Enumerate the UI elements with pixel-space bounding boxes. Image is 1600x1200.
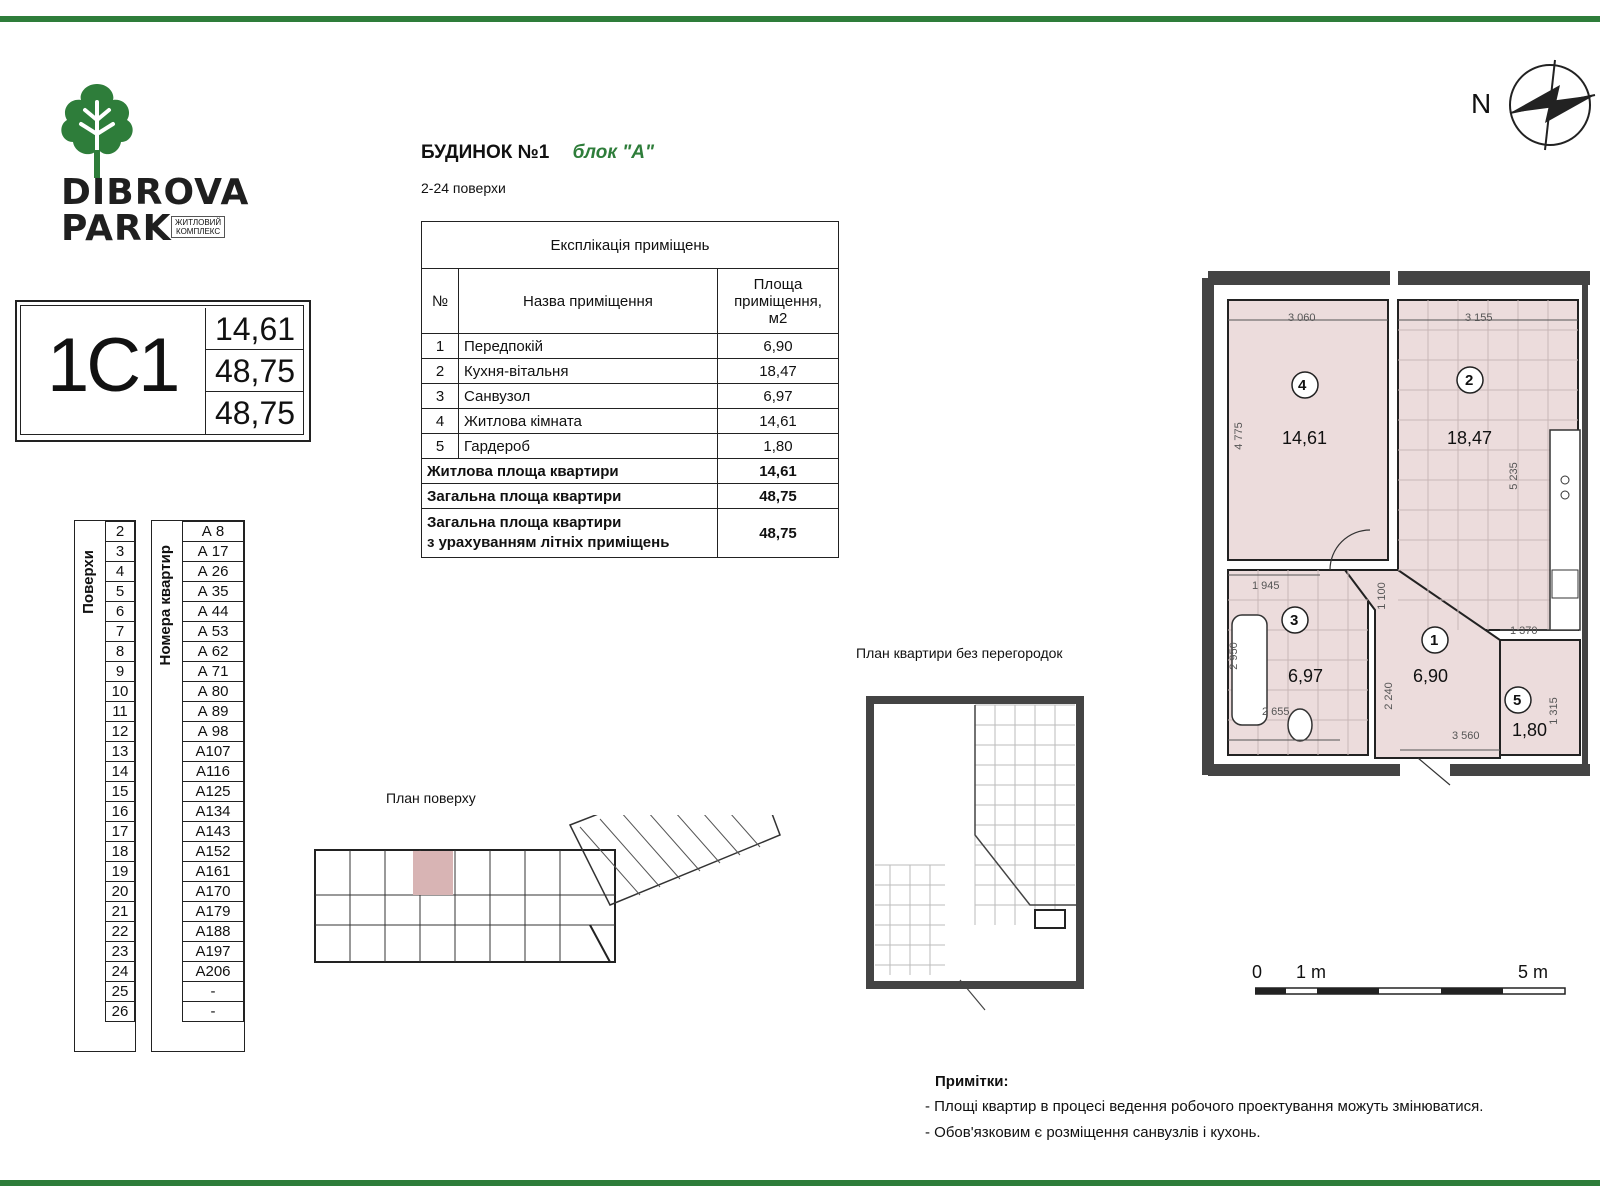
- floor-number: 13: [106, 742, 135, 762]
- floor-row: [106, 882, 135, 902]
- floor-row: [106, 702, 135, 722]
- row-name: Кухня-вітальня: [459, 359, 718, 384]
- apartment-number: А 71: [183, 662, 244, 682]
- floor-number: 21: [106, 902, 135, 922]
- floor-number: 3: [106, 542, 135, 562]
- apartment-number: А 8: [183, 522, 244, 542]
- building-title: БУДИНОК №1: [421, 142, 550, 163]
- floor-number: 26: [106, 1002, 135, 1022]
- floor-row: [106, 802, 135, 822]
- row-name: Передпокій: [459, 334, 718, 359]
- apartment-row: [183, 522, 244, 542]
- floor-row: [106, 942, 135, 962]
- dim-label: 5 235: [1507, 462, 1520, 490]
- unit-area-total: 48,75: [206, 350, 304, 392]
- logo-name-line1: DIBROVA: [61, 172, 250, 213]
- floor-row: [106, 562, 135, 582]
- apartment-row: [183, 1002, 244, 1022]
- apartment-number: А 26: [183, 562, 244, 582]
- floor-number: 16: [106, 802, 135, 822]
- apartment-number: А152: [183, 842, 244, 862]
- apartment-number: А 89: [183, 702, 244, 722]
- floor-row: [106, 542, 135, 562]
- floor-row: [106, 782, 135, 802]
- floors-range: 2-24 поверхи: [421, 180, 506, 196]
- row-num: 5: [422, 434, 459, 459]
- apartment-number: -: [183, 982, 244, 1002]
- table-row: [422, 434, 839, 459]
- scale-bar: [1255, 986, 1575, 998]
- room-5-area: 1,80: [1512, 720, 1548, 740]
- living-area-value: 14,61: [718, 459, 839, 484]
- floor-number: 2: [106, 522, 135, 542]
- apartment-row: [183, 702, 244, 722]
- dim-label: 4 775: [1232, 422, 1245, 450]
- floor-row: [106, 682, 135, 702]
- floor-row: [106, 602, 135, 622]
- row-name: Санвузол: [459, 384, 718, 409]
- row-num: 3: [422, 384, 459, 409]
- room-4-area: 14,61: [1282, 428, 1328, 448]
- col-area-header: [718, 269, 839, 334]
- table-row: [422, 359, 839, 384]
- explication-title: Експлікація приміщень: [422, 222, 839, 269]
- row-area: 6,90: [718, 334, 839, 359]
- apartment-row: [183, 862, 244, 882]
- floor-number: 18: [106, 842, 135, 862]
- no-partitions-label: План квартири без перегородок: [856, 645, 1063, 661]
- floor-number: 19: [106, 862, 135, 882]
- apartment-number: А 44: [183, 602, 244, 622]
- apartment-row: [183, 922, 244, 942]
- floor-row: [106, 842, 135, 862]
- floor-number: 20: [106, 882, 135, 902]
- floor-number: 25: [106, 982, 135, 1002]
- apartment-number: А134: [183, 802, 244, 822]
- floor-row: [106, 662, 135, 682]
- bottom-border-bar: [0, 1180, 1600, 1186]
- floor-row: [106, 622, 135, 642]
- notes-line1: - Площі квартир в процесі ведення робочого проектування можуть змінюватися.: [925, 1098, 1484, 1115]
- table-row: [422, 409, 839, 434]
- row-num: 2: [422, 359, 459, 384]
- row-area: 18,47: [718, 359, 839, 384]
- apartment-row: [183, 902, 244, 922]
- floor-number: 11: [106, 702, 135, 722]
- logo: [55, 80, 255, 250]
- top-border-bar: [0, 16, 1600, 22]
- apartment-row: [183, 622, 244, 642]
- apartment-row: [183, 682, 244, 702]
- apartment-number: А 62: [183, 642, 244, 662]
- apartment-row: [183, 542, 244, 562]
- apartment-row: [183, 782, 244, 802]
- logo-tagline: [171, 216, 225, 238]
- col-area-line3: м2: [768, 309, 788, 327]
- oak-tree-icon: [57, 80, 137, 180]
- floor-row: [106, 862, 135, 882]
- floor-number: 24: [106, 962, 135, 982]
- apartment-row: [183, 882, 244, 902]
- apartment-number: А161: [183, 862, 244, 882]
- apartment-number: А206: [183, 962, 244, 982]
- apartment-number: А188: [183, 922, 244, 942]
- apartment-number: -: [183, 1002, 244, 1022]
- dim-label: 1 315: [1547, 697, 1560, 725]
- explication-table: [421, 221, 839, 558]
- row-area: 1,80: [718, 434, 839, 459]
- apartment-row: [183, 842, 244, 862]
- floor-number: 8: [106, 642, 135, 662]
- summer-label-line1: Загальна площа квартири: [427, 514, 622, 531]
- compass-icon: [1500, 55, 1600, 155]
- dim-label: 3 060: [1288, 312, 1316, 324]
- col-num-header: №: [422, 269, 459, 334]
- notes-line2: - Обов'язковим є розміщення санвузлів і кухонь.: [925, 1124, 1261, 1141]
- dim-label: 1 100: [1375, 582, 1388, 610]
- row-area: 6,97: [718, 384, 839, 409]
- col-area-line2: приміщення,: [734, 292, 822, 310]
- table-row: [422, 334, 839, 359]
- apartment-row: [183, 742, 244, 762]
- summer-label-line2: з урахуванням літніх приміщень: [427, 534, 670, 551]
- floor-number: 4: [106, 562, 135, 582]
- apartment-row: [183, 822, 244, 842]
- unit-area-summer: 48,75: [214, 395, 296, 431]
- total-area-label: Загальна площа квартири: [422, 484, 718, 509]
- apartment-row: [183, 582, 244, 602]
- floor-number: 6: [106, 602, 135, 622]
- floor-row: [106, 522, 135, 542]
- room-2-number: 2: [1465, 372, 1474, 389]
- floor-row: [106, 1002, 135, 1022]
- row-num: 1: [422, 334, 459, 359]
- floor-row: [106, 722, 135, 742]
- floor-number: 5: [106, 582, 135, 602]
- apts-label: Номера квартир: [157, 545, 174, 666]
- dim-label: 2 655: [1262, 706, 1290, 718]
- apartment-row: [183, 642, 244, 662]
- total-area-value: 48,75: [718, 484, 839, 509]
- floor-number: 23: [106, 942, 135, 962]
- room-4-number: 4: [1298, 377, 1307, 394]
- apartment-row: [183, 602, 244, 622]
- floor-row: [106, 742, 135, 762]
- floor-row: [106, 582, 135, 602]
- scale-zero: 0: [1252, 962, 1263, 982]
- notes-title: Примітки:: [935, 1073, 1009, 1090]
- floor-number: 12: [106, 722, 135, 742]
- apartment-row: [183, 982, 244, 1002]
- floor-number: 15: [106, 782, 135, 802]
- col-area-line1: Площа: [753, 275, 803, 293]
- dim-label: 1 945: [1252, 580, 1280, 592]
- floor-number: 14: [106, 762, 135, 782]
- logo-name-line2: PARK: [61, 208, 172, 249]
- room-2-area: 18,47: [1447, 428, 1493, 448]
- floor-row: [106, 822, 135, 842]
- logo-tag-line1: ЖИТЛОВИЙ: [175, 218, 222, 227]
- row-num: 4: [422, 409, 459, 434]
- unit-box: [15, 300, 311, 442]
- apartment-row: [183, 722, 244, 742]
- row-name: Житлова кімната: [459, 409, 718, 434]
- room-5-number: 5: [1513, 692, 1522, 709]
- logo-tag-line2: КОМПЛЕКС: [176, 227, 221, 236]
- apartment-row: [183, 562, 244, 582]
- floor-row: [106, 922, 135, 942]
- table-row: [422, 384, 839, 409]
- floor-number: 17: [106, 822, 135, 842]
- floor-row: [106, 962, 135, 982]
- row-area: 14,61: [718, 409, 839, 434]
- dim-label: 1 370: [1510, 625, 1538, 637]
- dim-label: 2 950: [1227, 642, 1240, 670]
- floor-number: 10: [106, 682, 135, 702]
- row-name: Гардероб: [459, 434, 718, 459]
- apartment-number: А125: [183, 782, 244, 802]
- apartment-row: [183, 802, 244, 822]
- apartment-number: А116: [183, 762, 244, 782]
- apartment-plan: [1200, 270, 1600, 790]
- apartments-column: [182, 521, 244, 1022]
- unit-areas: [205, 308, 304, 434]
- floor-number: 7: [106, 622, 135, 642]
- col-name-header: Назва приміщення: [459, 269, 718, 334]
- apartment-row: [183, 962, 244, 982]
- apartment-number: А197: [183, 942, 244, 962]
- summer-area-label: [422, 509, 718, 558]
- floor-row: [106, 902, 135, 922]
- floor-row: [106, 762, 135, 782]
- apartment-number: А143: [183, 822, 244, 842]
- no-partitions-plan: [865, 695, 1095, 1015]
- summer-area-value: 48,75: [718, 509, 839, 558]
- scale-five: 5 m: [1518, 962, 1549, 982]
- dim-label: 3 155: [1465, 312, 1493, 324]
- living-area-label: Житлова площа квартири: [422, 459, 718, 484]
- apartment-number: А 35: [183, 582, 244, 602]
- apartment-number: А170: [183, 882, 244, 902]
- apartment-number: А179: [183, 902, 244, 922]
- block-title: блок "А": [572, 142, 654, 163]
- room-3-number: 3: [1290, 612, 1299, 629]
- apartment-row: [183, 762, 244, 782]
- room-1-number: 1: [1430, 632, 1439, 649]
- dim-label: 2 240: [1382, 682, 1395, 710]
- room-1-area: 6,90: [1413, 666, 1449, 686]
- compass-label: N: [1471, 88, 1492, 119]
- apartment-row: [183, 942, 244, 962]
- apartment-number: А 80: [183, 682, 244, 702]
- floor-plan-label: План поверху: [386, 790, 476, 806]
- apartment-number: А 53: [183, 622, 244, 642]
- unit-area-living: 14,61: [206, 308, 304, 350]
- floors-label: Поверхи: [80, 550, 97, 614]
- floors-column: [105, 521, 135, 1022]
- apartment-number: А 17: [183, 542, 244, 562]
- floor-number: 22: [106, 922, 135, 942]
- room-3-area: 6,97: [1288, 666, 1324, 686]
- floor-plan: [310, 815, 790, 965]
- apartment-number: А 98: [183, 722, 244, 742]
- apartment-row: [183, 662, 244, 682]
- apartment-number: А107: [183, 742, 244, 762]
- dim-label: 3 560: [1452, 730, 1480, 742]
- floor-row: [106, 982, 135, 1002]
- building-header: [421, 142, 654, 164]
- scale-one: 1 m: [1296, 962, 1327, 982]
- unit-code: 1С1: [47, 323, 178, 408]
- floor-number: 9: [106, 662, 135, 682]
- floor-row: [106, 642, 135, 662]
